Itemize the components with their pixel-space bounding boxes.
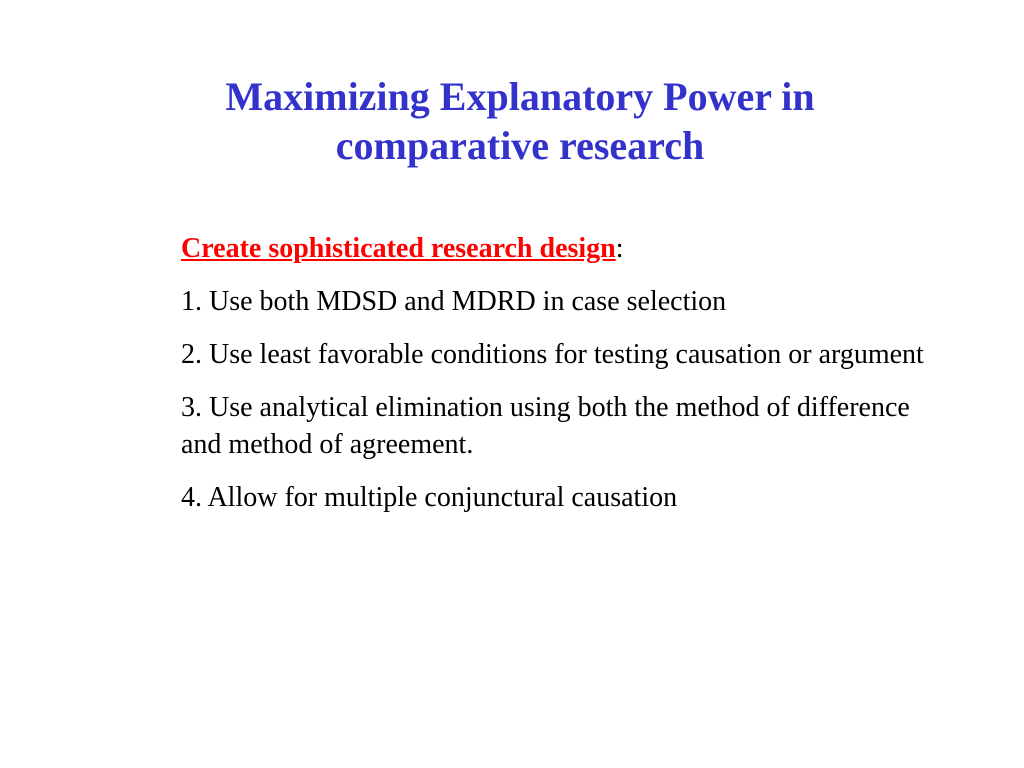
list-item-2: 2. Use least favorable conditions for testing causation or argument — [181, 339, 924, 370]
slide-title-line-1: Maximizing Explanatory Power in — [225, 74, 815, 119]
list-item-1: 1. Use both MDSD and MDRD in case selection — [181, 286, 727, 317]
slide-title-line-2: comparative research — [335, 123, 705, 168]
section-heading: Create sophisticated research design — [181, 233, 616, 264]
section-heading-line — [181, 230, 941, 267]
list-item-4: 4. Allow for multiple conjunctural causation — [181, 482, 678, 513]
section-heading-colon: : — [615, 233, 624, 264]
list-item-3: 3. Use analytical elimination using both the method of difference and method of agreement. — [181, 392, 910, 460]
slide-body — [181, 230, 941, 532]
slide-title — [170, 72, 870, 170]
